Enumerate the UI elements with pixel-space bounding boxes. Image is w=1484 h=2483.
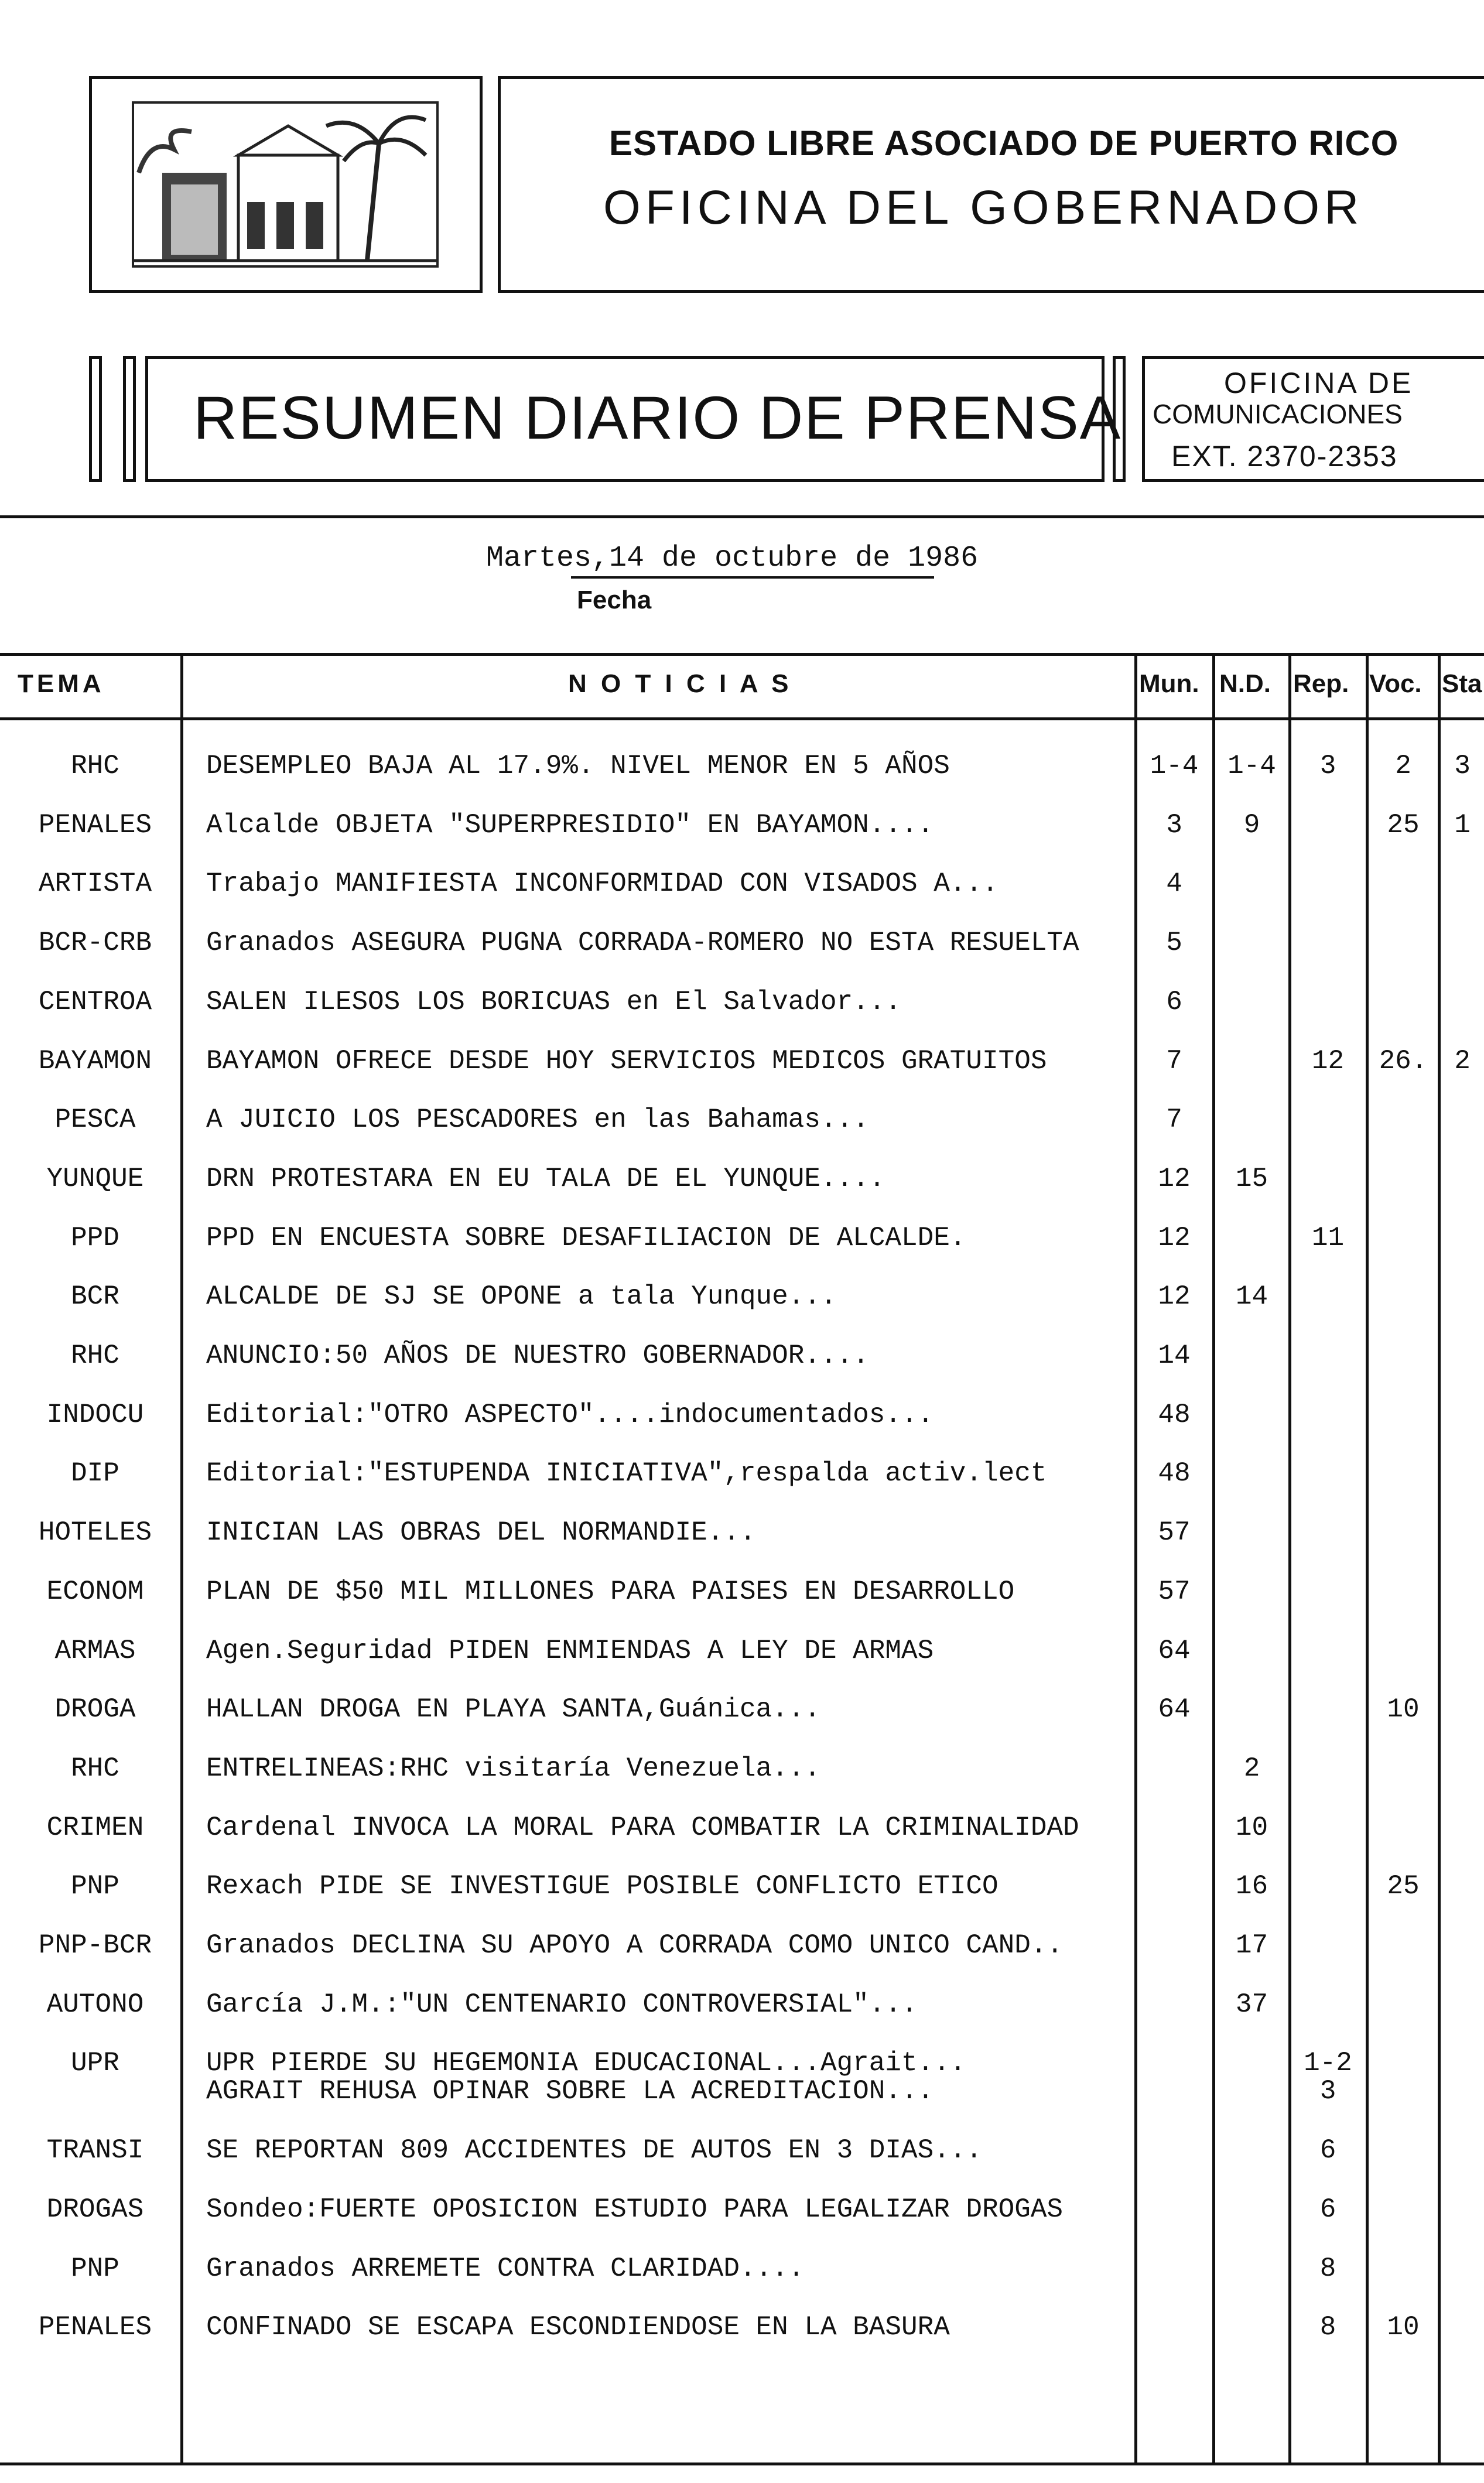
row-rep-page: 3 — [1319, 751, 1336, 781]
row-tema: INDOCU — [46, 1399, 144, 1430]
fortaleza-building-icon — [121, 91, 449, 278]
header-divider — [0, 515, 1484, 518]
row-nd-page: 9 — [1243, 809, 1260, 840]
nd-column-rule — [1212, 653, 1215, 2463]
row-tema: YUNQUE — [46, 1163, 144, 1194]
banner-bar-left-1 — [89, 356, 102, 482]
header-noticias: N O T I C I A S — [568, 669, 792, 698]
row-tema: HOTELES — [38, 1517, 152, 1548]
row-noticia: A JUICIO LOS PESCADORES en las Bahamas... — [206, 1104, 869, 1136]
mun-column-rule — [1134, 653, 1137, 2463]
row-tema: CRIMEN — [46, 1812, 144, 1843]
row-sta-page: 3 — [1454, 751, 1471, 781]
row-noticia: Granados DECLINA SU APOYO A CORRADA COMO UNICO CAND.. — [206, 1930, 1064, 1961]
row-noticia: DRN PROTESTARA EN EU TALA DE EL YUNQUE.... — [206, 1163, 885, 1194]
row-tema: UPR — [71, 2048, 119, 2079]
row-mun-page: 12 — [1158, 1281, 1191, 1312]
banner-bar-left-2 — [123, 356, 136, 482]
row-sta-page: 2 — [1454, 1045, 1471, 1076]
row-mun-page: 48 — [1158, 1458, 1191, 1489]
row-mun-page: 12 — [1158, 1222, 1191, 1253]
row-tema: DROGAS — [46, 2194, 144, 2225]
header-voc: Voc. — [1369, 669, 1422, 698]
row-noticia: PLAN DE $50 MIL MILLONES PARA PAISES EN DESARROLLO — [206, 1576, 1015, 1607]
row-noticia: ANUNCIO:50 AÑOS DE NUESTRO GOBERNADOR.... — [206, 1340, 869, 1371]
row-mun-page: 48 — [1158, 1399, 1191, 1430]
row-tema: PPD — [71, 1222, 119, 1253]
sta-column-rule — [1438, 653, 1441, 2463]
table-top-rule — [0, 653, 1484, 656]
date-underline — [571, 576, 934, 579]
row-tema: ECONOM — [46, 1576, 144, 1607]
row-noticia: ENTRELINEAS:RHC visitaría Venezuela... — [206, 1753, 820, 1784]
row-mun-page: 64 — [1158, 1635, 1191, 1666]
row-tema: AUTONO — [46, 1989, 144, 2020]
row-tema: ARTISTA — [38, 868, 152, 900]
row-tema: PENALES — [38, 809, 152, 840]
row-voc-page: 10 — [1387, 2312, 1420, 2343]
row-noticia: Editorial:"ESTUPENDA INICIATIVA",respalda activ.lect — [206, 1458, 1047, 1489]
row-mun-page: 4 — [1166, 868, 1182, 900]
row-rep-page: 6 — [1319, 2135, 1336, 2166]
row-mun-page: 6 — [1166, 986, 1182, 1017]
row-rep-page: 11 — [1311, 1222, 1345, 1253]
row-voc-page: 25 — [1387, 809, 1420, 840]
row-rep-page: 8 — [1319, 2253, 1336, 2284]
row-mun-page: 1-4 — [1150, 751, 1199, 781]
logo-frame — [89, 76, 483, 293]
row-noticia: Alcalde OBJETA "SUPERPRESIDIO" EN BAYAMON.... — [206, 809, 934, 840]
row-noticia: SALEN ILESOS LOS BORICUAS en El Salvador... — [206, 986, 901, 1017]
row-tema: PNP-BCR — [38, 1930, 152, 1961]
header-nd: N.D. — [1219, 669, 1271, 698]
header-tema: TEMA — [18, 669, 105, 698]
row-noticia: Agen.Seguridad PIDEN ENMIENDAS A LEY DE ARMAS — [206, 1635, 934, 1666]
header-mun: Mun. — [1139, 669, 1199, 698]
row-noticia: ALCALDE DE SJ SE OPONE a tala Yunque... — [206, 1281, 837, 1312]
row-noticia: Trabajo MANIFIESTA INCONFORMIDAD CON VISADOS A... — [206, 868, 999, 900]
row-tema: BAYAMON — [38, 1045, 152, 1076]
row-nd-page: 17 — [1235, 1930, 1268, 1961]
row-nd-page: 15 — [1235, 1163, 1268, 1194]
row-tema: BCR-CRB — [38, 928, 152, 959]
row-noticia: PPD EN ENCUESTA SOBRE DESAFILIACION DE ALCALDE. — [206, 1222, 966, 1253]
row-mun-page: 14 — [1158, 1340, 1191, 1371]
comm-name-line: COMUNICACIONES — [1153, 399, 1403, 429]
banner-title: RESUMEN DIARIO DE PRENSA — [193, 384, 1122, 452]
row-noticia: CONFINADO SE ESCAPA ESCONDIENDOSE EN LA BASURA — [206, 2312, 950, 2343]
row-tema: RHC — [71, 1340, 119, 1371]
comm-extension: EXT. 2370-2353 — [1171, 440, 1398, 473]
row-tema: ARMAS — [54, 1635, 136, 1666]
comm-office-line: OFICINA DE — [1224, 367, 1414, 399]
row-voc-page: 25 — [1387, 1871, 1420, 1902]
row-noticia: Editorial:"OTRO ASPECTO"....indocumentados... — [206, 1399, 934, 1430]
table-bottom-rule — [0, 2463, 1484, 2465]
row-noticia: Granados ASEGURA PUGNA CORRADA-ROMERO NO ESTA RESUELTA — [206, 928, 1079, 959]
row-rep-page: 12 — [1311, 1045, 1345, 1076]
row-mun-page: 64 — [1158, 1694, 1191, 1725]
row-rep-page: 6 — [1319, 2194, 1336, 2225]
table-header-rule — [0, 717, 1484, 720]
row-noticia: Cardenal INVOCA LA MORAL PARA COMBATIR LA CRIMINALIDAD — [206, 1812, 1079, 1843]
row-noticia: García J.M.:"UN CENTENARIO CONTROVERSIAL"... — [206, 1989, 918, 2020]
row-noticia: BAYAMON OFRECE DESDE HOY SERVICIOS MEDICOS GRATUITOS — [206, 1045, 1047, 1076]
row-rep-page: 1-2 — [1304, 2048, 1352, 2079]
state-name: ESTADO LIBRE ASOCIADO DE PUERTO RICO — [609, 124, 1399, 163]
row-mun-page: 7 — [1166, 1045, 1182, 1076]
row-noticia: Granados ARREMETE CONTRA CLARIDAD.... — [206, 2253, 805, 2284]
row-rep-page: 8 — [1319, 2312, 1336, 2343]
tema-column-rule — [180, 653, 183, 2463]
row-noticia: UPR PIERDE SU HEGEMONIA EDUCACIONAL...Agrait... — [206, 2048, 966, 2079]
header-rep: Rep. — [1293, 669, 1349, 698]
row-tema: DROGA — [54, 1694, 136, 1725]
row-nd-page: 1-4 — [1227, 751, 1276, 781]
row-noticia-continued: AGRAIT REHUSA OPINAR SOBRE LA ACREDITACION... — [206, 2076, 934, 2107]
office-name: OFICINA DEL GOBERNADOR — [603, 181, 1364, 234]
row-tema: PNP — [71, 2253, 119, 2284]
row-mun-page: 57 — [1158, 1517, 1191, 1548]
row-noticia: Sondeo:FUERTE OPOSICION ESTUDIO PARA LEGALIZAR DROGAS — [206, 2194, 1064, 2225]
row-tema: CENTROA — [38, 986, 152, 1017]
row-nd-page: 37 — [1235, 1989, 1268, 2020]
banner-bar-right — [1113, 356, 1126, 482]
row-rep-page-continued: 3 — [1319, 2076, 1336, 2107]
row-sta-page: 1 — [1454, 809, 1471, 840]
row-voc-page: 2 — [1395, 751, 1411, 781]
row-voc-page: 10 — [1387, 1694, 1420, 1725]
row-noticia: INICIAN LAS OBRAS DEL NORMANDIE... — [206, 1517, 756, 1548]
date-value: Martes,14 de octubre de 1986 — [486, 542, 979, 575]
row-nd-page: 10 — [1235, 1812, 1268, 1843]
row-voc-page: 26. — [1379, 1045, 1428, 1076]
row-mun-page: 57 — [1158, 1576, 1191, 1607]
row-tema: TRANSI — [46, 2135, 144, 2166]
row-tema: BCR — [71, 1281, 119, 1312]
row-mun-page: 7 — [1166, 1104, 1182, 1136]
row-tema: RHC — [71, 1753, 119, 1784]
row-nd-page: 14 — [1235, 1281, 1268, 1312]
row-noticia: Rexach PIDE SE INVESTIGUE POSIBLE CONFLICTO ETICO — [206, 1871, 999, 1902]
row-mun-page: 12 — [1158, 1163, 1191, 1194]
date-label: Fecha — [577, 586, 652, 614]
row-noticia: DESEMPLEO BAJA AL 17.9%. NIVEL MENOR EN 5 AÑOS — [206, 751, 950, 781]
row-nd-page: 2 — [1243, 1753, 1260, 1784]
row-tema: DIP — [71, 1458, 119, 1489]
voc-column-rule — [1366, 653, 1369, 2463]
rep-column-rule — [1288, 653, 1291, 2463]
row-tema: PESCA — [54, 1104, 136, 1136]
row-noticia: SE REPORTAN 809 ACCIDENTES DE AUTOS EN 3 DIAS... — [206, 2135, 983, 2166]
row-tema: PNP — [71, 1871, 119, 1902]
row-mun-page: 5 — [1166, 928, 1182, 959]
row-tema: PENALES — [38, 2312, 152, 2343]
row-tema: RHC — [71, 751, 119, 781]
row-nd-page: 16 — [1235, 1871, 1268, 1902]
header-sta: Sta — [1442, 669, 1482, 698]
row-mun-page: 3 — [1166, 809, 1182, 840]
row-noticia: HALLAN DROGA EN PLAYA SANTA,Guánica... — [206, 1694, 820, 1725]
